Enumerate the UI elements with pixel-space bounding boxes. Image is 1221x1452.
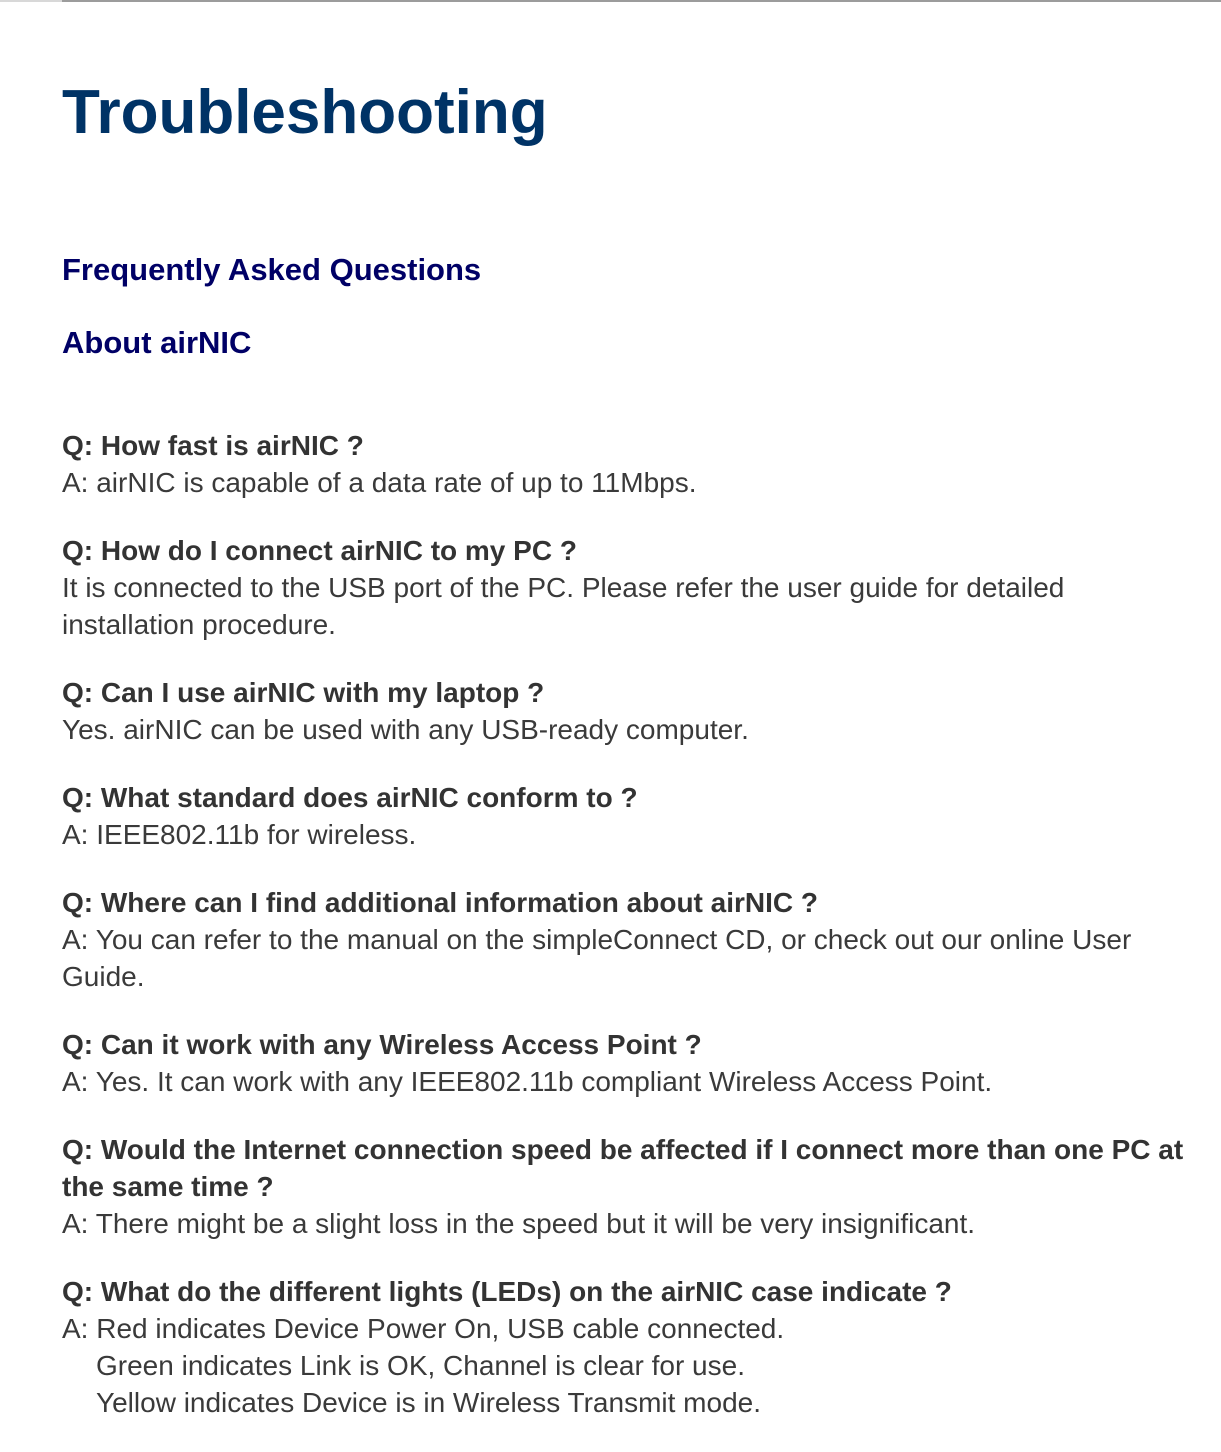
faq-answer: A: Yes. It can work with any IEEE802.11b compliant Wireless Access Point. <box>62 1066 993 1097</box>
faq-question: Q: Where can I find additional information about airNIC ? <box>62 887 819 918</box>
faq-question: Q: What standard does airNIC conform to ? <box>62 782 638 813</box>
faq-item <box>62 1273 1192 1421</box>
faq-answer: A: airNIC is capable of a data rate of up to 11Mbps. <box>62 467 697 498</box>
faq-answer: A: You can refer to the manual on the simpleConnect CD, or check out our online User Guide. <box>62 924 1132 992</box>
top-divider-notch <box>0 0 62 2</box>
faq-question: Q: Would the Internet connection speed be affected if I connect more than one PC at the same time ? <box>62 1134 1184 1202</box>
faq-answer-line: Green indicates Link is OK, Channel is clear for use. <box>96 1350 745 1381</box>
page-title: Troubleshooting <box>62 78 548 147</box>
faq-item <box>62 779 1192 853</box>
sub-heading-about: About airNIC <box>62 325 252 360</box>
faq-list <box>62 427 1192 1452</box>
faq-item <box>62 1131 1192 1242</box>
faq-answer: Yes. airNIC can be used with any USB-ready computer. <box>62 714 749 745</box>
faq-answer: It is connected to the USB port of the PC. Please refer the user guide for detailed installation procedure. <box>62 572 1065 640</box>
faq-question: Q: Can it work with any Wireless Access Point ? <box>62 1029 702 1060</box>
top-divider <box>0 0 1221 2</box>
faq-item <box>62 532 1192 643</box>
faq-question: Q: Can I use airNIC with my laptop ? <box>62 677 545 708</box>
faq-item <box>62 884 1192 995</box>
faq-item <box>62 674 1192 748</box>
section-heading-faq: Frequently Asked Questions <box>62 252 482 287</box>
faq-question: Q: What do the different lights (LEDs) on the airNIC case indicate ? <box>62 1276 952 1307</box>
faq-question: Q: How fast is airNIC ? <box>62 430 364 461</box>
faq-item <box>62 427 1192 501</box>
faq-answer: A: There might be a slight loss in the speed but it will be very insignificant. <box>62 1208 976 1239</box>
faq-answer-line: Yellow indicates Device is in Wireless Transmit mode. <box>96 1387 761 1418</box>
faq-question: Q: How do I connect airNIC to my PC ? <box>62 535 577 566</box>
faq-answer: A: IEEE802.11b for wireless. <box>62 819 417 850</box>
faq-answer: A: Red indicates Device Power On, USB cable connected. <box>62 1313 785 1344</box>
faq-item <box>62 1026 1192 1100</box>
